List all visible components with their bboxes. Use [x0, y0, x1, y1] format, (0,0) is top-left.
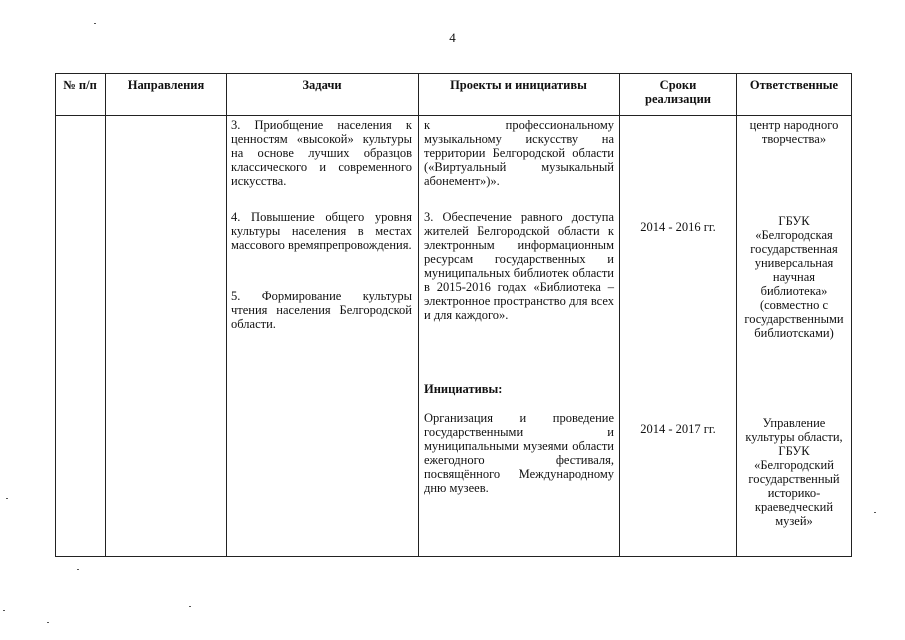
header-directions: Направления — [127, 78, 205, 92]
scan-speck — [189, 606, 191, 607]
scan-speck — [3, 610, 5, 611]
col-border-2 — [226, 73, 227, 557]
responsible-item: центр народного творчества» — [749, 118, 839, 146]
initiatives-title: Инициативы: — [424, 382, 503, 396]
term-value: 2014 - 2017 гг. — [640, 422, 716, 436]
table-header-bottom-border — [55, 115, 852, 116]
scan-speck — [874, 512, 876, 513]
term-value: 2014 - 2016 гг. — [640, 220, 716, 234]
scan-speck — [6, 498, 8, 499]
header-num: № п/п — [63, 78, 97, 92]
task-item: 4. Повышение общего уровня культуры населения в местах массового времяпрепровождения. — [231, 210, 412, 252]
header-responsible: Ответственные — [749, 78, 839, 92]
scan-speck — [94, 23, 96, 24]
header-projects: Проекты и инициативы — [450, 78, 587, 92]
page-number: 4 — [449, 30, 456, 45]
col-border-6 — [851, 73, 852, 557]
table-top-border — [55, 73, 852, 74]
col-border-3 — [418, 73, 419, 557]
responsible-item: Управление культуры области, ГБУК «Белгородский государственный историко-краеведческий музей» — [745, 416, 843, 528]
task-item: 3. Приобщение населения к ценностям «высокой» культуры на основе лучших образцов классического и современного искусства. — [231, 118, 412, 188]
scan-speck — [47, 622, 49, 623]
task-item: 5. Формирование культуры чтения населения Белгородской области. — [231, 289, 412, 331]
table-bottom-border — [55, 556, 852, 557]
header-tasks: Задачи — [302, 78, 342, 92]
col-border-5 — [736, 73, 737, 557]
responsible-item: ГБУК «Белгородская государственная универсальная научная библиотека» (совместно с государственными библиотсками) — [744, 214, 844, 340]
col-border-4 — [619, 73, 620, 557]
initiative-item: Организация и проведение государственными и муниципальными музеями области ежегодного фестиваля, посвящённого Международному дню музеев. — [424, 411, 614, 495]
project-continuation: к профессиональному музыкальному искусству на территории Белгородской области («Виртуальный музыкальный абонемент»)». — [424, 118, 614, 188]
project-item: 3. Обеспечение равного доступа жителей Белгородской области к электронным информационным ресурсам государственных и муниципальных библиотек области в 2015-2016 годах «Библиотека – электронное пространство для всех и для каждого». — [424, 210, 614, 322]
scan-speck — [77, 569, 79, 570]
col-border-0 — [55, 73, 56, 557]
header-terms: Сроки реализации — [645, 78, 711, 106]
col-border-1 — [105, 73, 106, 557]
